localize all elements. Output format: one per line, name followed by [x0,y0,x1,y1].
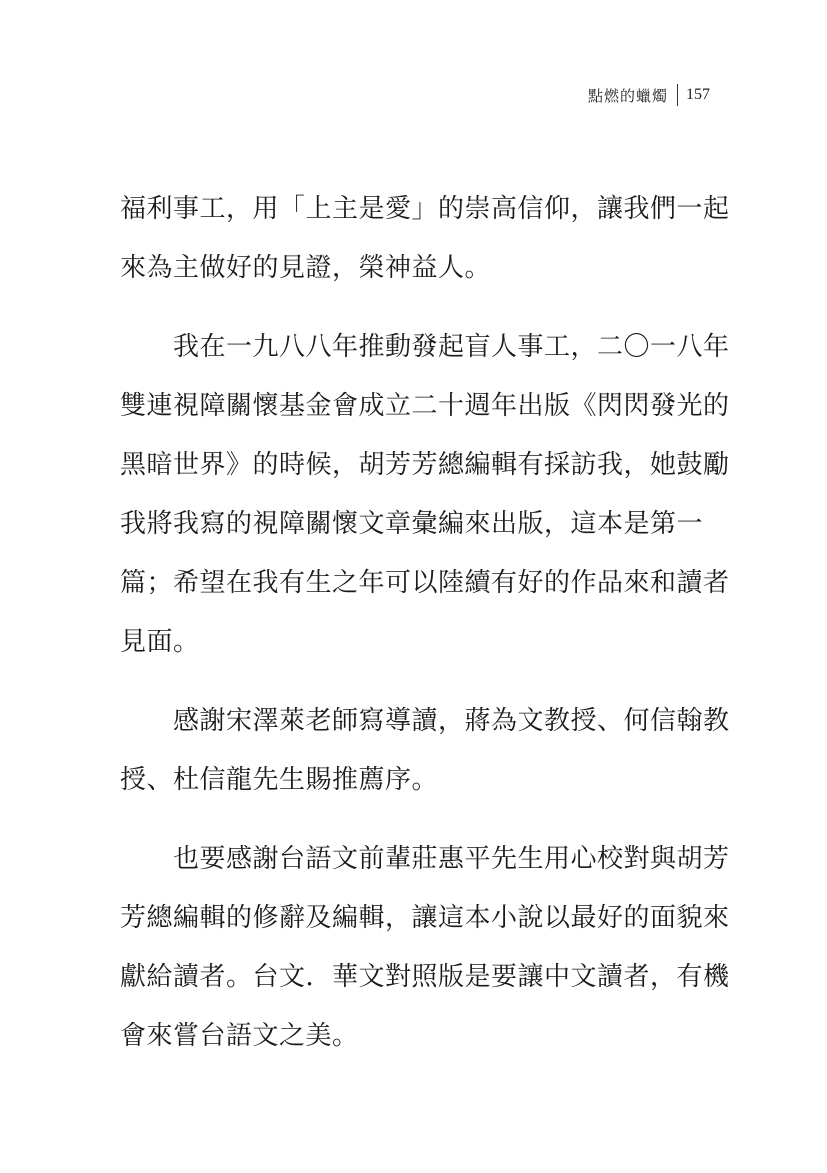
paragraph-gap [120,810,720,830]
text-line: 來為主做好的見證，榮神益人。 [120,253,492,283]
book-title: 點燃的蠟燭 [587,86,668,105]
text-line: 我將我寫的視障關懷文章彙編來出版，這本是第一 [120,509,704,539]
paragraph-gap [120,298,720,318]
text-line: 授、杜信龍先生賜推薦序。 [120,765,439,795]
header-divider [677,84,678,106]
text-line: 福利事工，用「上主是愛」的崇高信仰，讓我們一起 [120,194,730,224]
text-line: 獻給讀者。台文．華文對照版是要讓中文讀者，有機 [120,962,730,992]
page-number: 157 [686,86,710,103]
text-line: 雙連視障關懷基金會成立二十週年出版《閃閃發光的 [120,391,730,421]
text-line: 篇；希望在我有生之年可以陸續有好的作品來和讀者 [120,568,730,598]
paragraph-gap [120,672,720,692]
text-line: 會來嘗台語文之美。 [120,1021,359,1051]
running-header [588,84,710,106]
text-line: 也要感謝台語文前輩莊惠平先生用心校對與胡芳 [120,844,730,874]
text-line: 黑暗世界》的時候，胡芳芳總編輯有採訪我，她鼓勵 [120,450,730,480]
text-line: 我在一九八八年推動發起盲人事工，二〇一八年 [120,332,730,362]
text-line: 見面。 [120,627,200,657]
text-line: 感謝宋澤萊老師寫導讀，蔣為文教授、何信翰教 [120,706,730,736]
body-text [120,180,730,1066]
text-line: 芳總編輯的修辭及編輯，讓這本小說以最好的面貌來 [120,903,730,933]
